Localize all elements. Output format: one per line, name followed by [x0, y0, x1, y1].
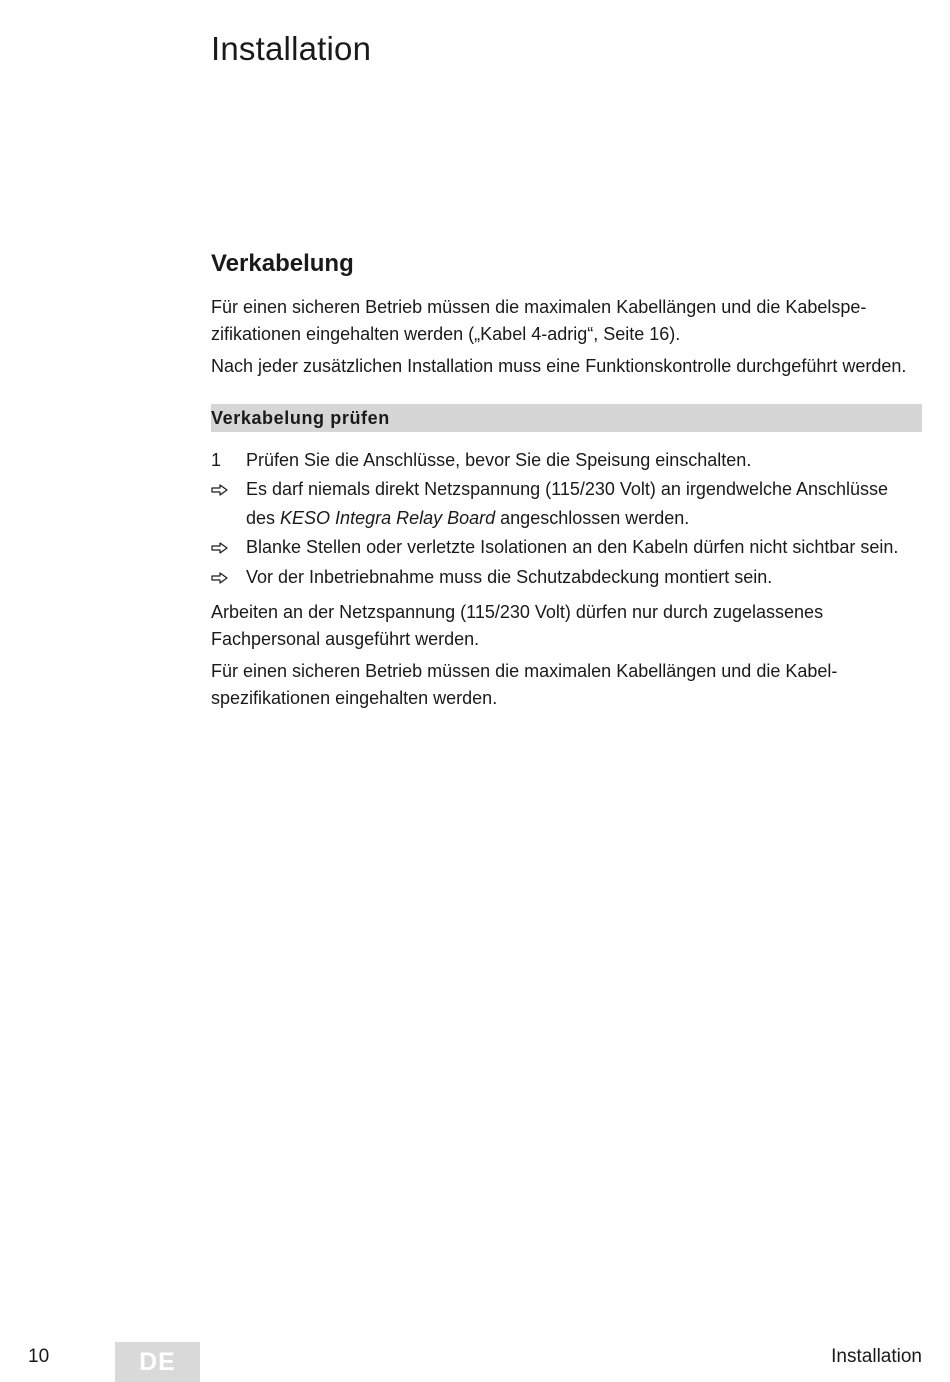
page-number: 10 [28, 1346, 50, 1367]
step-number: 1 [211, 450, 222, 470]
product-name: KESO Integra Relay Board [280, 508, 496, 528]
footer-section-name: Installation [831, 1346, 922, 1367]
main-content [211, 248, 922, 717]
arrow-right-icon [211, 484, 229, 496]
note-text: Es darf niemals direkt Netzspannung (115/230 Volt) an irgendwelche Anschlüsse des KESO Integra Relay Board angeschlossen werden. [246, 479, 889, 528]
arrow-right-icon [211, 542, 229, 554]
subsection-paragraph: Für einen sicheren Betrieb müssen die maximalen Kabellängen und die Kabel-spezifikationen eingehalten werden. [211, 661, 838, 708]
page-title: Installation [211, 30, 372, 67]
language-badge: DE [115, 1342, 200, 1382]
instruction-list [211, 446, 922, 593]
section-paragraph: Nach jeder zusätzlichen Installation muss eine Funktionskontrolle durchgeführt werden. [211, 356, 907, 376]
note-item [211, 475, 922, 533]
note-text: Vor der Inbetriebnahme muss die Schutzabdeckung montiert sein. [246, 567, 773, 587]
section-paragraph: Für einen sicheren Betrieb müssen die maximalen Kabellängen und die Kabelspe-zifikationen eingehalten werden („Kabel 4-adrig“, Seite 16). [211, 297, 867, 344]
note-text: Blanke Stellen oder verletzte Isolationen an den Kabeln dürfen nicht sichtbar sein. [246, 537, 899, 557]
note-item [211, 563, 922, 593]
arrow-right-icon [211, 572, 229, 584]
subsection-heading: Verkabelung prüfen [211, 408, 390, 428]
subheading-bar [211, 404, 922, 432]
subsection-paragraph: Arbeiten an der Netzspannung (115/230 Volt) dürfen nur durch zugelassenes Fachpersonal ausgeführt werden. [211, 602, 824, 649]
note-item [211, 533, 922, 563]
section-heading: Verkabelung [211, 250, 354, 277]
step-text: Prüfen Sie die Anschlüsse, bevor Sie die Speisung einschalten. [246, 450, 752, 470]
step-item [211, 446, 922, 475]
